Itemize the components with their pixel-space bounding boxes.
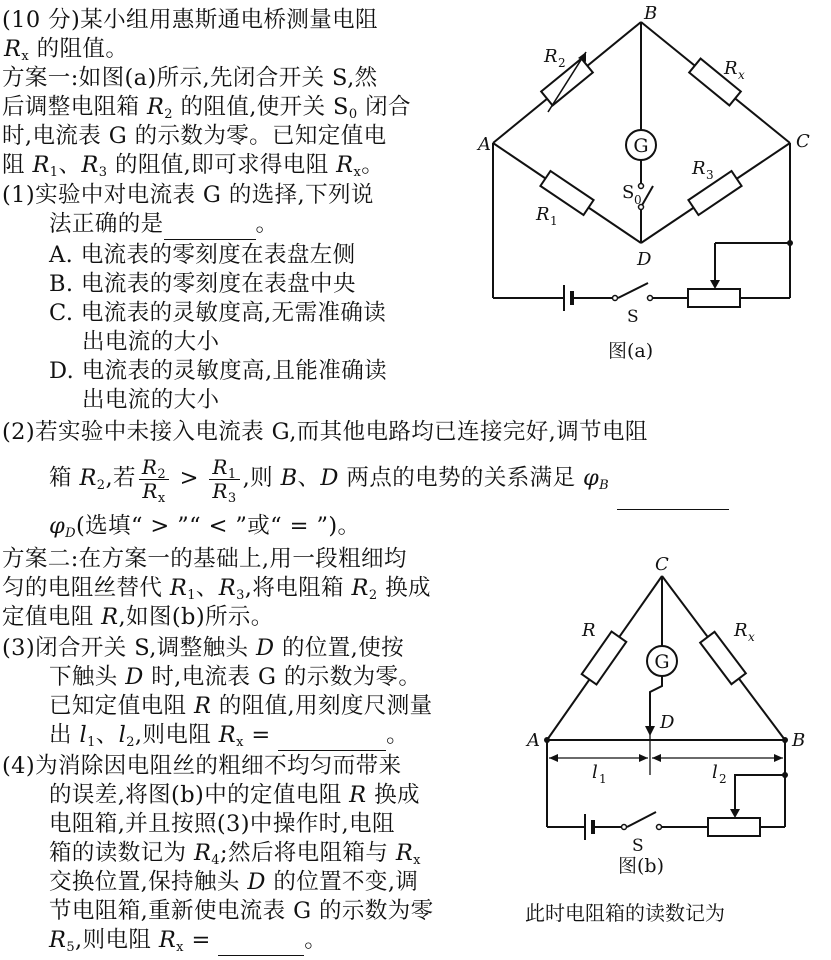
question-1-line-2: 法正确的是 。 [49,210,278,240]
svg-text:S: S [622,182,635,203]
question-2-line-2: 箱 $R_2$,若 $\frac{R_2}{R_x}$ > $\frac{R_1}{R_3}$ ,则 B、D 两点的电势的关系满足 $\varphi_B$ [49,447,729,510]
svg-text:S: S [627,307,639,327]
svg-text:B: B [792,730,806,751]
question-4-line-6-tail: 此时电阻箱的读数记为 [525,901,725,925]
answer-blank-1[interactable] [164,210,256,240]
question-1-line-1: (1)实验中对电流表 G 的选择,下列说 [2,182,374,208]
svg-text:l: l [712,762,718,783]
question-2-line-3: $\varphi_D$(选填“ > ”“ < ”或“ = ”)。 [49,513,361,541]
ratio-r1-r3: $\frac{R_1}{R_3}$ [209,456,239,503]
scheme-one-line-2: 后调整电阻箱 $R_2$ 的阻值,使开关 $S_0$ 闭合 [2,94,411,122]
circuit-figure-b [520,540,831,885]
scheme-one-line-3: 时,电流表 G 的示数为零。已知定值电 [2,123,387,149]
answer-blank-2[interactable] [617,447,729,510]
svg-text:A: A [527,730,540,751]
question-4-line-5: 交换位置,保持触头 D 的位置不变,调 [49,869,419,895]
option-b: B. 电流表的零刻度在表盘中央 [49,271,356,297]
svg-text:R: R [536,204,550,225]
rheostat-b [708,818,760,836]
question-3-line-4: 出 $l_1$、$l_2$,则电阻 $R_x$ = 。 [49,722,410,750]
option-d-cont: 出电流的大小 [82,387,220,413]
svg-text:R: R [544,46,558,67]
scheme-one-line-4: 阻 $R_1$、$R_3$ 的阻值,即可求得电阻 $R_x$。 [2,152,385,180]
svg-text:A: A [478,134,491,155]
svg-text:0: 0 [634,193,642,207]
scheme-one-line-1: 方案一:如图(a)所示,先闭合开关 S,然 [2,65,378,91]
scheme-two-line-3: 定值电阻 R,如图(b)所示。 [2,604,274,630]
svg-text:G: G [654,651,670,673]
svg-text:R: R [582,620,596,641]
svg-text:1: 1 [550,214,558,228]
ratio-r2-rx: $\frac{R_2}{R_x}$ [139,456,169,503]
svg-text:l: l [592,762,598,783]
question-4-line-2: 的误差,将图(b)中的定值电阻 R 换成 [49,782,420,808]
svg-text:D: D [637,249,652,270]
question-3-line-2: 下触头 D 时,电流表 G 的示数为零。 [49,664,422,690]
option-c: C. 电流表的灵敏度高,无需准确读 [49,300,387,326]
figure-a-caption: 图(a) [608,340,654,362]
question-4-line-3: 电阻箱,并且按照(3)中操作时,电阻 [49,811,395,837]
option-a: A. 电流表的零刻度在表盘左侧 [49,242,356,268]
scheme-two-line-2: 匀的电阻丝替代 $R_1$、$R_3$,将电阻箱 $R_2$ 换成 [2,575,431,603]
svg-text:G: G [633,135,649,157]
svg-text:R: R [734,620,748,641]
question-3-line-1: (3)闭合开关 S,调整触头 D 的位置,使按 [2,635,405,661]
svg-text:D: D [660,712,675,733]
answer-blank-3[interactable] [278,721,386,751]
question-4-line-4: 箱的读数记为 $R_4$;然后将电阻箱与 $R_x$ [49,840,421,868]
question-3-line-3: 已知定值电阻 R 的阻值,用刻度尺测量 [49,693,433,719]
svg-text:R: R [692,158,706,179]
svg-text:2: 2 [719,772,727,786]
svg-text:1: 1 [599,772,607,786]
option-c-cont: 出电流的大小 [82,329,220,355]
svg-text:2: 2 [558,56,566,70]
svg-text:x: x [748,630,755,644]
option-d: D. 电流表的灵敏度高,且能准确读 [49,358,387,384]
svg-text:x: x [738,68,745,82]
figure-b-caption: 图(b) [618,855,664,877]
question-4-line-1: (4)为消除因电阻丝的粗细不均匀而带来 [2,753,402,779]
problem-intro: (10 分)某小组用惠斯通电桥测量电阻 [2,7,378,33]
svg-text:C: C [796,131,810,152]
problem-intro-2: $R_x$ 的阻值。 [4,36,129,64]
rheostat [688,289,740,307]
question-4-line-6: 节电阻箱,重新使电流表 G 的示数为零 [49,898,434,924]
svg-text:S: S [632,836,644,856]
scheme-two-line-1: 方案二:在方案一的基础上,用一段粗细均 [2,546,407,572]
svg-text:C: C [655,554,669,575]
svg-text:B: B [644,3,658,24]
svg-text:3: 3 [706,168,714,182]
answer-blank-4[interactable] [218,926,304,956]
question-2-line-1: (2)若实验中未接入电流表 G,而其他电路均已连接完好,调节电阻 [2,419,648,445]
question-4-line-7: $R_5$,则电阻 $R_x$ = 。 [49,927,328,955]
circuit-figure-a [470,0,831,372]
svg-text:R: R [724,58,738,79]
